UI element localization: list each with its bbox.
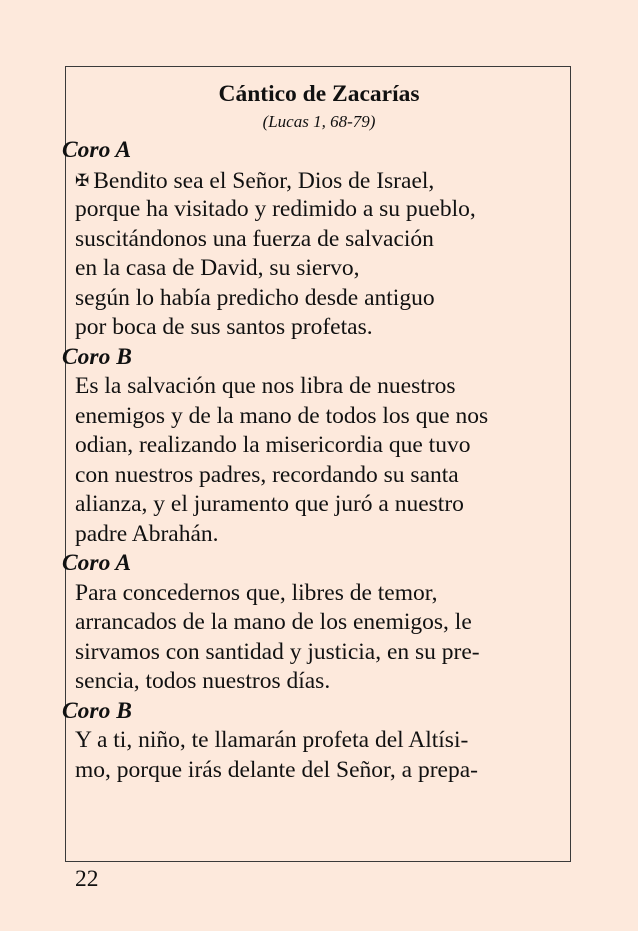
- verse-line: por boca de sus santos profetas.: [75, 314, 373, 340]
- coro-heading: Coro B: [62, 343, 132, 370]
- verse-line: alianza, y el juramento que juró a nuestro: [75, 491, 464, 517]
- page-number: 22: [75, 866, 99, 892]
- section-coro-b-2: [62, 697, 567, 786]
- verse-line: sencia, todos nuestros días.: [75, 668, 331, 694]
- coro-heading: Coro A: [62, 550, 131, 576]
- verse-line: odian, realizando la misericordia que tuvo: [75, 432, 471, 458]
- canticle-text: [62, 136, 567, 785]
- verse-line-text: Bendito sea el Señor, Dios de Israel,: [93, 167, 435, 194]
- page-subtitle: (Lucas 1, 68-79): [262, 112, 376, 131]
- verse-line: Es la salvación que nos libra de nuestros: [75, 373, 456, 399]
- verse-line: con nuestros padres, recordando su santa: [75, 461, 459, 488]
- verse-line: sirvamos con santidad y justicia, en su pre-: [75, 638, 480, 665]
- verse-line: Para concedernos que, libres de temor,: [75, 579, 438, 606]
- verse-line: [62, 166, 567, 196]
- verse-line: porque ha visitado y redimido a su pueblo,: [75, 196, 476, 222]
- verse-line: Y a ti, niño, te llamarán profeta del Altísi-: [75, 727, 469, 753]
- verse-line: mo, porque irás delante del Señor, a prepa-: [75, 756, 478, 783]
- coro-heading: Coro B: [62, 697, 132, 724]
- section-coro-b-1: [62, 343, 567, 550]
- verse-line: enemigos y de la mano de todos los que nos: [75, 402, 489, 429]
- verse-line: padre Abrahán.: [75, 520, 219, 547]
- page-title: Cántico de Zacarías: [218, 81, 420, 107]
- section-coro-a-2: [62, 549, 567, 697]
- verse-line: arrancados de la mano de los enemigos, le: [75, 609, 472, 635]
- verse-line: según lo había predicho desde antiguo: [75, 284, 435, 311]
- verse-line: suscitándonos una fuerza de salvación: [75, 225, 434, 252]
- maltese-cross-icon: ✠: [75, 170, 90, 190]
- verse-line: en la casa de David, su siervo,: [75, 255, 360, 281]
- section-coro-a-1: [62, 136, 567, 343]
- coro-heading: Coro A: [62, 137, 131, 163]
